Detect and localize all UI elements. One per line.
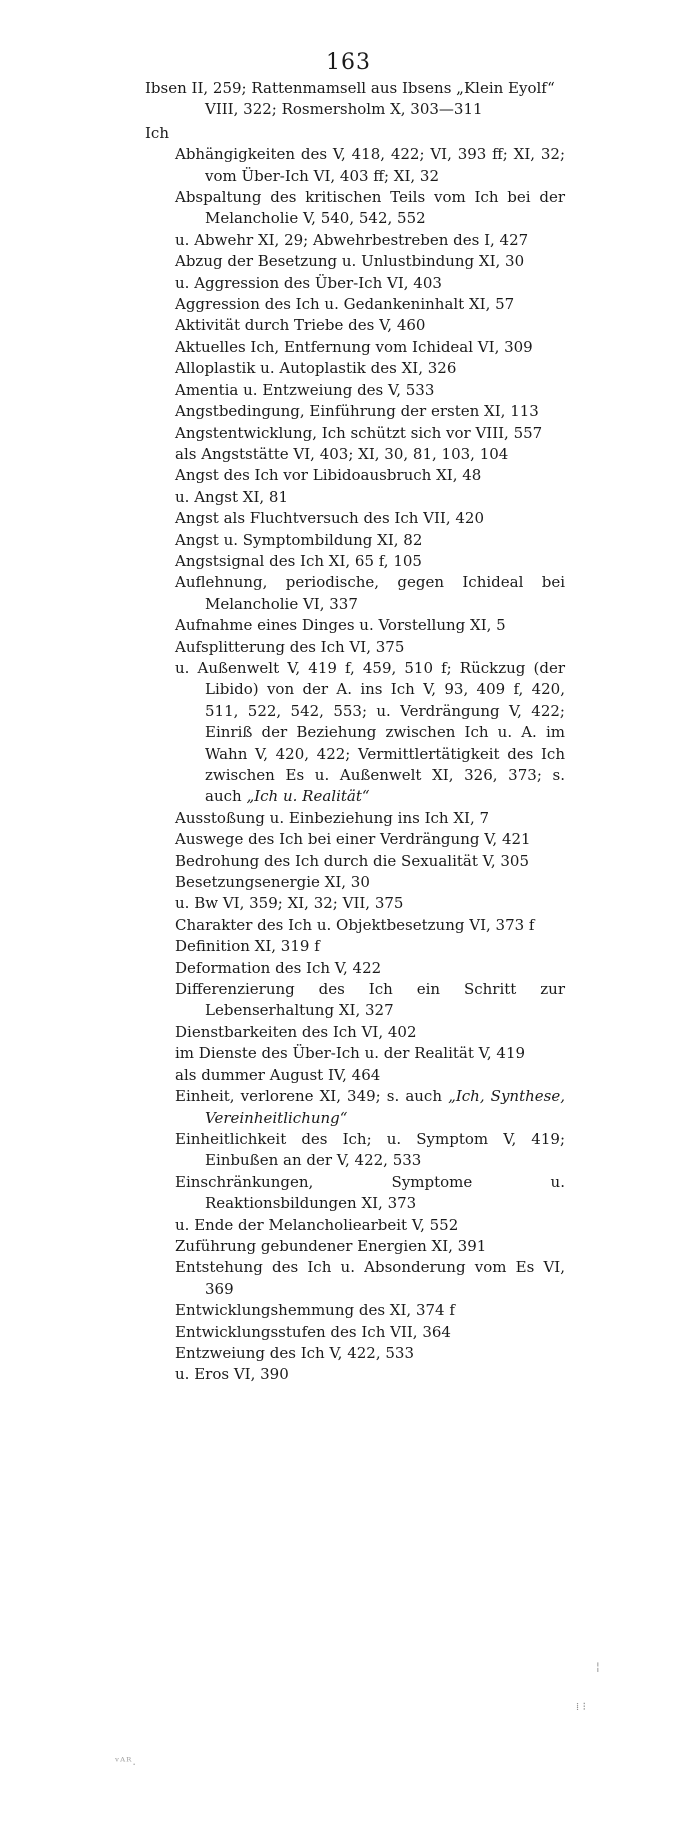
subentry: Auflehnung, periodische, gegen Ichideal bei Melancholie VI, 337 bbox=[175, 573, 565, 613]
index-heading-ich: Ich bbox=[145, 123, 169, 142]
subentry: u. Ende der Melancholiearbeit V, 552 bbox=[175, 1215, 459, 1234]
subentry-text: Einheit, verlorene XI, 349; s. auch bbox=[175, 1087, 449, 1106]
subentry: Entwicklungshemmung des XI, 374 f bbox=[175, 1301, 455, 1320]
subentry: Angst u. Symptombildung XI, 82 bbox=[175, 530, 423, 549]
subentry: Entzweiung des Ich V, 422, 533 bbox=[175, 1343, 414, 1362]
subentry: Zuführung gebundener Energien XI, 391 bbox=[175, 1236, 487, 1255]
subentry: u. Eros VI, 390 bbox=[175, 1365, 289, 1384]
index-column bbox=[145, 78, 565, 1386]
subentry: als Angststätte VI, 403; XI, 30, 81, 103, 104 bbox=[175, 444, 509, 463]
subentry: Entwicklungsstufen des Ich VII, 364 bbox=[175, 1322, 451, 1341]
subentry: Deformation des Ich V, 422 bbox=[175, 958, 382, 977]
subentry: Angstbedingung, Einführung der ersten XI, 113 bbox=[175, 402, 539, 421]
ich-subentries bbox=[145, 144, 565, 1386]
subentry: u. Aggression des Über-Ich VI, 403 bbox=[175, 273, 442, 292]
subentry: Auswege des Ich bei einer Verdrängung V, 421 bbox=[175, 830, 531, 849]
subentry: Differenzierung des Ich ein Schritt zur Lebenserhaltung XI, 327 bbox=[175, 980, 565, 1020]
subentry: Abhängigkeiten des V, 418, 422; VI, 393 ff; XI, 32; vom Über-Ich VI, 403 ff; XI, 32 bbox=[175, 145, 565, 185]
subentry: Abzug der Besetzung u. Unlustbindung XI, 30 bbox=[175, 252, 525, 271]
index-entry-ibsen: Ibsen II, 259; Rattenmamsell aus Ibsens „Klein Eyolf“ VIII, 322; Rosmersholm X, 303—311 bbox=[145, 79, 555, 119]
subentry: Einheitlichkeit des Ich; u. Symptom V, 419; Einbußen an der V, 422, 533 bbox=[175, 1129, 565, 1170]
subentry: im Dienste des Über-Ich u. der Realität V, 419 bbox=[175, 1044, 526, 1063]
subentry-aussenwelt bbox=[145, 658, 565, 808]
subentry: Aktuelles Ich, Entfernung vom Ichideal VI, 309 bbox=[175, 337, 533, 356]
subentry: Amentia u. Entzweiung des V, 533 bbox=[175, 380, 435, 399]
subentry: Einschränkungen, Symptome u. Reaktionsbildungen XI, 373 bbox=[175, 1172, 565, 1213]
library-stamp: ᵛᴬᴿ. bbox=[115, 1755, 137, 1768]
subentry-text: u. Außenwelt V, 419 f, 459, 510 f; Rückzug (der Libido) von der A. ins Ich V, 93, 409 f, 420, 511, 522, 542, 553; u. Verdrängung V, 422; Einriß der Beziehung zwischen Ich u. A. im Wahn V, 420, 422; Vermittlertätigkeit des Ich zwischen Es u. Außenwelt XI, 326, 373; s. auch bbox=[175, 658, 565, 806]
subentry: Aggression des Ich u. Gedankeninhalt XI, 57 bbox=[175, 295, 515, 314]
subentry: u. Bw VI, 359; XI, 32; VII, 375 bbox=[175, 894, 404, 913]
cross-reference: „Ich, Synthese, Vereinheitlichung“ bbox=[205, 1087, 565, 1127]
subentry: als dummer August IV, 464 bbox=[175, 1065, 381, 1084]
subentry: Ausstoßung u. Einbeziehung ins Ich XI, 7 bbox=[175, 808, 490, 827]
page-number: 163 bbox=[326, 50, 371, 75]
subentry: Aktivität durch Triebe des V, 460 bbox=[175, 316, 426, 335]
subentry: Alloplastik u. Autoplastik des XI, 326 bbox=[175, 359, 457, 378]
subentry: Dienstbarkeiten des Ich VI, 402 bbox=[175, 1022, 417, 1041]
margin-smudge-mark: ⁞ ⁝ bbox=[576, 1700, 587, 1713]
subentry: Entstehung des Ich u. Absonderung vom Es VI, 369 bbox=[175, 1258, 565, 1298]
subentry: u. Angst XI, 81 bbox=[175, 487, 289, 506]
subentry: Aufsplitterung des Ich VI, 375 bbox=[175, 637, 405, 656]
subentry: Angstsignal des Ich XI, 65 f, 105 bbox=[175, 551, 422, 570]
subentry: Besetzungsenergie XI, 30 bbox=[175, 873, 370, 892]
subentry: u. Abwehr XI, 29; Abwehrbestreben des I, 427 bbox=[175, 230, 529, 249]
subentry: Abspaltung des kritischen Teils vom Ich bei der Melancholie V, 540, 542, 552 bbox=[175, 188, 565, 228]
subentry: Definition XI, 319 f bbox=[175, 937, 320, 956]
subentry: Angst als Fluchtversuch des Ich VII, 420 bbox=[175, 509, 485, 528]
margin-tick-mark: ¦ bbox=[596, 1660, 600, 1673]
subentry: Angstentwicklung, Ich schützt sich vor VIII, 557 bbox=[175, 423, 543, 442]
cross-reference: „Ich u. Realität“ bbox=[246, 787, 370, 806]
subentry: Angst des Ich vor Libidoausbruch XI, 48 bbox=[175, 466, 482, 485]
subentry: Charakter des Ich u. Objektbesetzung VI, 373 f bbox=[175, 915, 535, 934]
subentry: Aufnahme eines Dinges u. Vorstellung XI, 5 bbox=[175, 616, 506, 635]
subentry-einheit bbox=[145, 1086, 565, 1129]
subentry: Bedrohung des Ich durch die Sexualität V, 305 bbox=[175, 851, 530, 870]
